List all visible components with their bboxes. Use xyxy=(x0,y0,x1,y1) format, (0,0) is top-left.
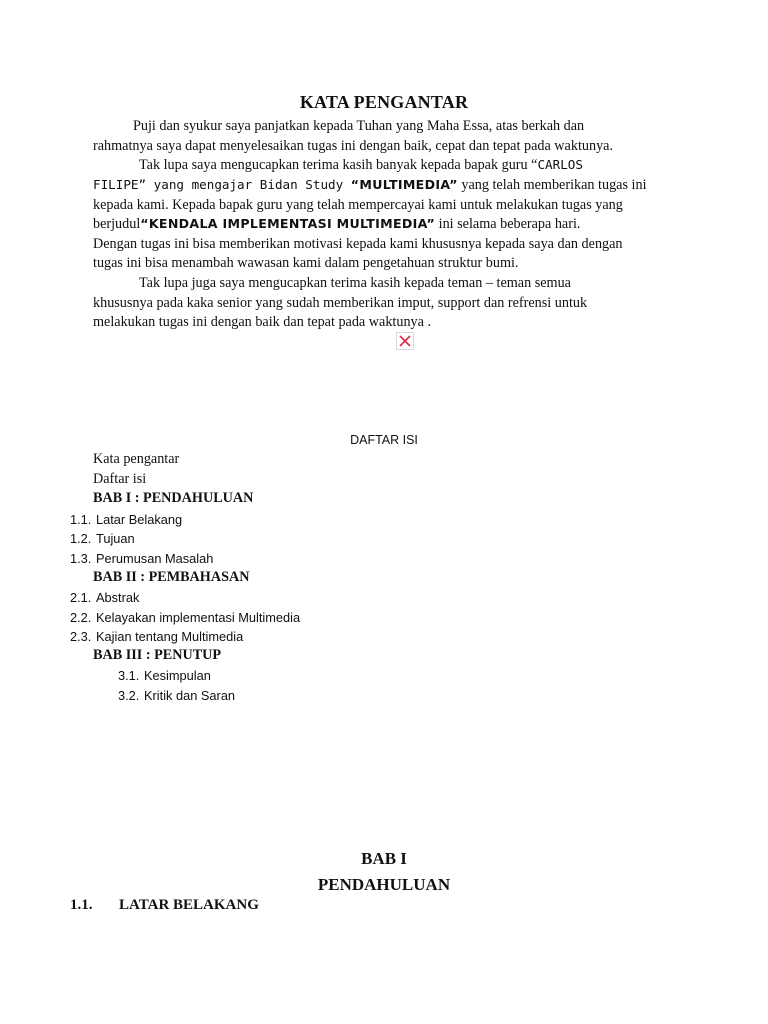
toc-entry xyxy=(118,668,211,683)
toc-entry-label: Kritik dan Saran xyxy=(144,688,236,703)
paragraph-2-line-4 xyxy=(93,214,580,234)
p2-line2-text: yang telah memberikan tugas ini xyxy=(457,177,647,193)
teacher-name-part: CARLOS xyxy=(537,157,583,172)
section-number: 1.1. xyxy=(70,897,93,913)
toc-bab-1: BAB I : PENDAHULUAN xyxy=(93,490,254,506)
toc-entry-number: 1.2. xyxy=(70,531,92,546)
paragraph-3-line-3: melakukan tugas ini dengan baik dan tepat pada waktunya . xyxy=(93,314,432,330)
broken-image-icon xyxy=(396,332,414,350)
section-heading xyxy=(70,897,259,914)
task-title: “KENDALA IMPLEMENTASI MULTIMEDIA” xyxy=(140,216,436,231)
paragraph-1-line-1: Puji dan syukur saya panjatkan kepada Tuhan yang Maha Essa, atas berkah dan xyxy=(133,118,585,134)
toc-entry-label: Latar Belakang xyxy=(96,512,183,527)
kata-pengantar-title: KATA PENGANTAR xyxy=(299,92,469,112)
toc-entry-label: Kelayakan implementasi Multimedia xyxy=(96,610,301,625)
paragraph-2-line-2 xyxy=(93,175,647,195)
toc-entry-label: Kajian tentang Multimedia xyxy=(96,629,244,644)
toc-entry xyxy=(70,590,139,605)
bab-heading: BAB I xyxy=(361,849,407,868)
toc-entry xyxy=(70,512,182,527)
toc-entry-number: 2.1. xyxy=(70,590,92,605)
toc-entry xyxy=(118,688,235,703)
toc-bab-3: BAB III : PENUTUP xyxy=(93,647,222,663)
daftar-isi-title: DAFTAR ISI xyxy=(350,433,418,447)
toc-entry xyxy=(70,610,300,625)
toc-entry-number: 1.1. xyxy=(70,512,92,527)
toc-entry-number: 3.1. xyxy=(118,668,140,683)
p2-line4-text: berjudul xyxy=(93,216,141,232)
toc-entry-label: Abstrak xyxy=(96,590,140,605)
toc-item-kata-pengantar: Kata pengantar xyxy=(93,451,180,467)
p2-line4-tail: ini selama beberapa hari. xyxy=(435,216,581,232)
paragraph-2-line-3: kepada kami. Kepada bapak guru yang telah mempercayai kami untuk melakukan tugas yang xyxy=(93,197,623,213)
toc-entry-number: 1.3. xyxy=(70,551,92,566)
subject-multimedia: “MULTIMEDIA” xyxy=(350,177,458,192)
toc-bab-2: BAB II : PEMBAHASAN xyxy=(93,569,250,585)
paragraph-2-line-6: tugas ini bisa menambah wawasan kami dalam pengetahuan struktur bumi. xyxy=(93,255,519,271)
paragraph-2-line-5: Dengan tugas ini bisa memberikan motivasi kepada kami khususnya kepada saya dan dengan xyxy=(93,236,623,252)
toc-entry xyxy=(70,629,243,644)
toc-entry-label: Tujuan xyxy=(96,531,135,546)
toc-entry-number: 2.2. xyxy=(70,610,92,625)
paragraph-3-line-1: Tak lupa juga saya mengucapkan terima kasih kepada teman – teman semua xyxy=(139,275,571,291)
toc-entry-label: Perumusan Masalah xyxy=(96,551,214,566)
teacher-name-rest: FILIPE” yang mengajar Bidan Study xyxy=(93,177,351,192)
bab-subheading: PENDAHULUAN xyxy=(317,875,451,894)
toc-entry xyxy=(70,551,213,566)
section-title: LATAR BELAKANG xyxy=(119,897,259,913)
toc-entry xyxy=(70,531,135,546)
toc-entry-number: 2.3. xyxy=(70,629,92,644)
toc-entry-number: 3.2. xyxy=(118,688,140,703)
paragraph-3-line-2: khususnya pada kaka senior yang sudah memberikan imput, support dan refrensi untuk xyxy=(93,295,588,311)
toc-item-daftar-isi: Daftar isi xyxy=(93,471,147,487)
paragraph-1-line-2: rahmatnya saya dapat menyelesaikan tugas ini dengan baik, cepat dan tepat pada waktunya. xyxy=(93,138,614,154)
paragraph-2-line-1 xyxy=(139,155,583,175)
toc-entry-label: Kesimpulan xyxy=(144,668,211,683)
p2-line1-text: Tak lupa saya mengucapkan terima kasih banyak kepada bapak guru “ xyxy=(139,157,538,173)
